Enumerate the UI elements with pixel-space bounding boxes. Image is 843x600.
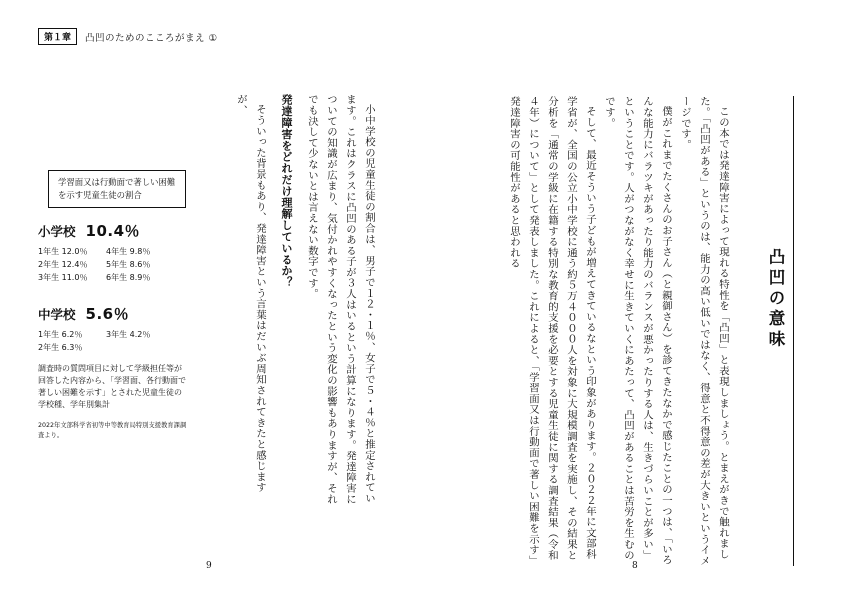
statistics-sidebar	[38, 170, 188, 440]
right-paragraph-1: この本では発達障害によって現れる特性を「凸凹」と表現しましょう。とまえがきで触れました。「凸凹がある」というのは、能力の高い低いではなく、得意と不得意の差が大きいというイメージです。	[679, 96, 729, 566]
section-divider	[793, 96, 794, 566]
junior-high-name: 中学校	[38, 307, 76, 322]
chapter-title: 凸凹のためのこころがまえ ①	[85, 32, 218, 44]
left-paragraph-1: 小中学校の児童生徒の割合は、男子で１２・１％、女子で５・４％と推定されています。これはクラスに凸凹のある子が３人はいるという計算になります。発達障害についての知識が広まり、気付かれやすくなったという変化の影響もありますが、それでも決して少ないとは言えない数字です。	[306, 94, 375, 505]
sidebar-source: 2022年文部科学省初等中等教育局特別支援教育課調査より。	[38, 422, 187, 439]
section-title: 凸凹の意味	[766, 248, 785, 351]
left-page-number: 9	[206, 561, 212, 571]
elementary-name: 小学校	[38, 224, 76, 239]
subheading: 発達障害をどれだけ理解しているか？	[280, 94, 293, 288]
grade-item: 1年生 6.2％	[38, 330, 83, 339]
elementary-grades	[38, 246, 188, 283]
left-paragraph-2: そういった背景もあり、発達障害という言葉はだいぶ周知されてきたと感じますが、	[235, 94, 266, 494]
sidebar-note: 調査時の質問項目に対して学級担任等が回答した内容から、「学習面、各行動面で著しい困難を示す」とされた児童生徒の学校種、学年別集計	[38, 364, 186, 409]
grade-item: 2年生 12.4％	[38, 260, 88, 269]
grade-item: 3年生 4.2％	[106, 330, 151, 339]
right-paragraph-3: そして、最近そういう子どもが増えてきているなという印象があります。２０２２年に文部科学省が、全国の公立小中学校に通う約５万４０００人を対象に大規模調査を実施し、その結果と分析を「通常の学級に在籍する特別な教育的支援を必要とする児童生徒に関する調査結果（令和４年）について」として発表しました。これによると、「学習面又は行動面で著しい困難を示す」発達障害の可能性があると思われる	[508, 96, 596, 566]
junior-high-rate: 5.6％	[85, 305, 130, 323]
right-page-body	[482, 96, 732, 566]
elementary-rate: 10.4％	[85, 222, 141, 240]
grade-item: 6年生 8.9％	[106, 273, 151, 282]
sidebar-box-title: 学習面又は行動面で著しい困難を示す児童生徒の割合	[48, 170, 186, 208]
page-header	[38, 28, 218, 45]
left-page-body	[208, 94, 378, 514]
elementary-heading	[38, 220, 188, 241]
junior-high-heading	[38, 303, 188, 324]
junior-high-grades	[38, 329, 188, 353]
right-page-number: 8	[632, 561, 638, 571]
grade-item: 4年生 9.8％	[106, 247, 151, 256]
right-paragraph-2: 僕がこれまでたくさんのお子さん（と親御さん）を診てきたなかで感じたことの一つは、「いろんな能力にバラツキがあったり能力のバランスが悪かったりする人は、生きづらいことが多い」ということです。人がつながなく幸せに生きていくにあたって、凸凹があることは苦労を生むのです。	[603, 96, 672, 566]
grade-item: 1年生 12.0％	[38, 247, 88, 256]
grade-item: 2年生 6.3％	[38, 343, 83, 352]
grade-item: 3年生 11.0％	[38, 273, 88, 282]
chapter-label: 第１章	[38, 28, 77, 45]
grade-item: 5年生 8.6％	[106, 260, 151, 269]
